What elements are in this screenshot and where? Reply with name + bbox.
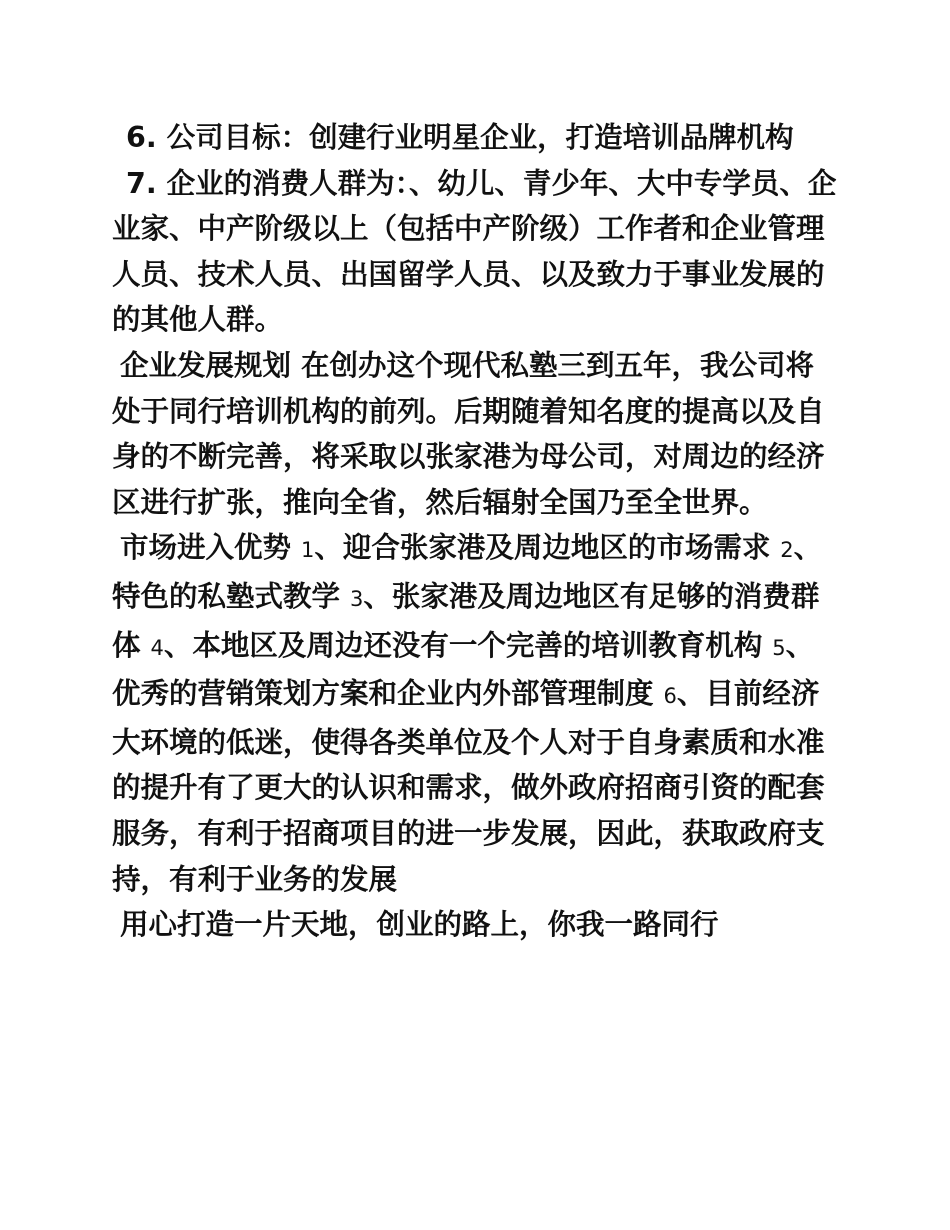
document-page [112, 115, 842, 948]
advantage-text: 、目前经济大环境的低迷，使得各类单位及个人对于自身素质和水准的提升有了更大的认识和需求，做外政府招商引资的配套服务，有利于招商项目的进一步发展，因此，获取政府支持，有利于业务的发展 [112, 677, 825, 896]
advantage-text: 、本地区及周边还没有一个完善的培训教育机构 [163, 628, 763, 662]
advantage-text: 、迎合张家港及周边地区的市场需求 [314, 531, 771, 565]
advantage-text: 、张家港及周边地区有足够的消费群体 [112, 579, 820, 662]
development-plan-title: 企业发展规划 [120, 348, 292, 382]
development-plan-paragraph [112, 343, 842, 525]
advantage-text: 、优秀的营销策划方案和企业内外部管理制度 [112, 628, 815, 711]
advantage-number: 2 [780, 538, 794, 563]
advantage-text: 、特色的私塾式教学 [112, 531, 823, 613]
market-advantages-title: 市场进入优势 [120, 531, 292, 565]
market-advantages-paragraph [112, 525, 842, 902]
development-plan-body: 在创办这个现代私塾三到五年，我公司将处于同行培训机构的前列。后期随着知名度的提高以及自身的不断完善，将采取以张家港为母公司，对周边的经济区进行扩张，推向全省，然后辐射全国乃至全世界。 [112, 348, 825, 519]
advantage-number: 6 [663, 684, 677, 709]
consumer-groups-paragraph: 7. 企业的消费人群为：、幼儿、青少年、大中专学员、企业家、中产阶级以上（包括中产阶级）工作者和企业管理人员、技术人员、出国留学人员、以及致力于事业发展的的其他人群。 [112, 166, 837, 337]
advantage-number: 4 [150, 635, 164, 660]
closing-paragraph: 用心打造一片天地，创业的路上，你我一路同行 [120, 908, 719, 942]
advantage-number: 5 [772, 635, 786, 660]
advantage-number: 3 [349, 586, 364, 611]
company-goal-paragraph: 6. 公司目标：创建行业明星企业，打造培训品牌机构 [126, 121, 794, 154]
advantage-number: 1 [300, 538, 315, 563]
